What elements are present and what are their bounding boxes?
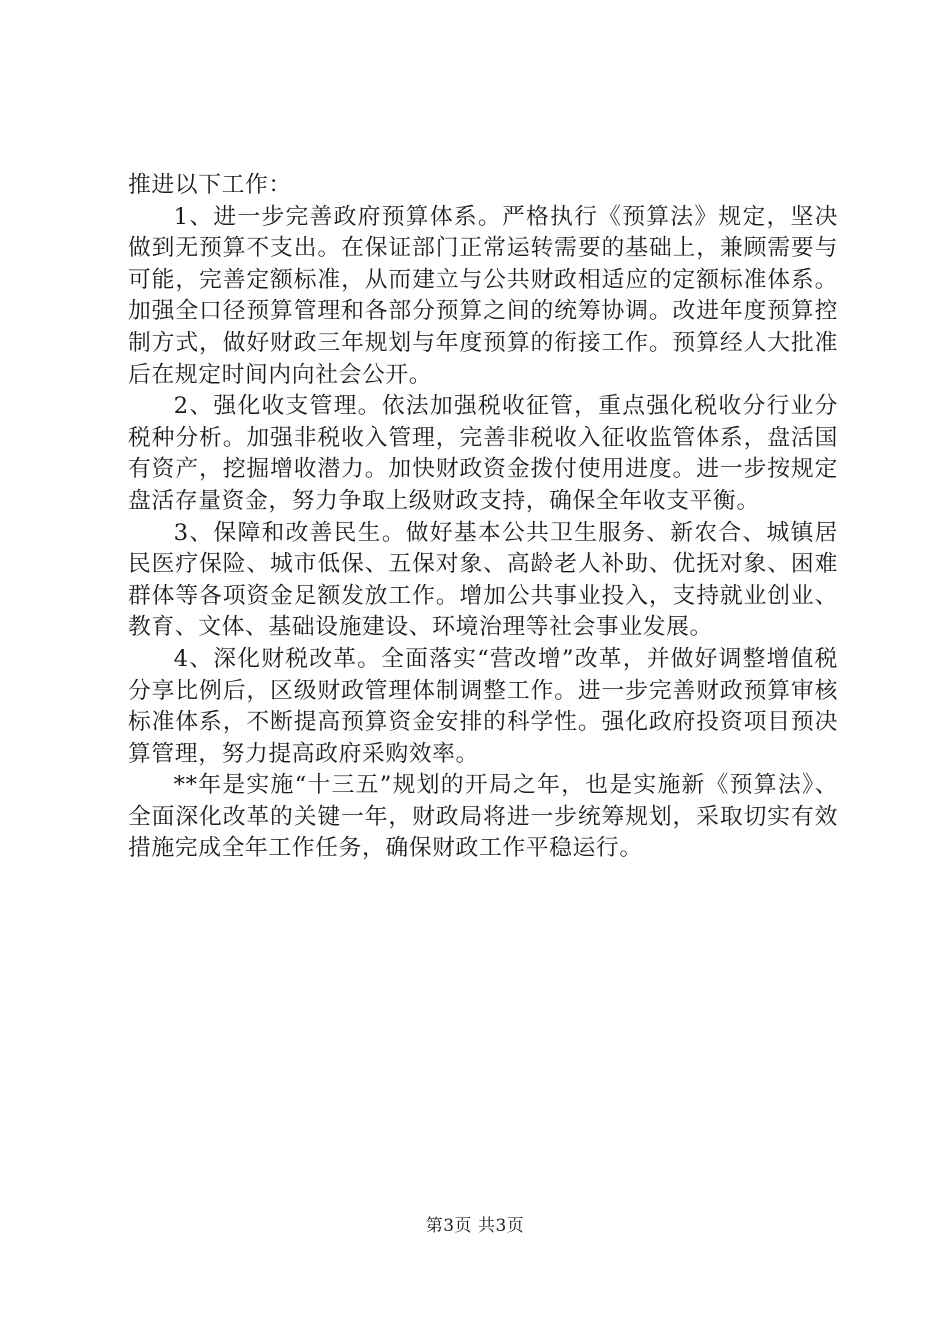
paragraph-conclusion: **年是实施“十三五”规划的开局之年，也是实施新《预算法》、全面深化改革的关键一年，财政局将进一步统筹规划，采取切实有效措施完成全年工作任务，确保财政工作平稳运行。 (128, 772, 838, 862)
paragraph-intro: 推进以下工作： (128, 172, 292, 198)
paragraph-item-2: 2、强化收支管理。依法加强税收征管，重点强化税收分行业分税种分析。加强非税收入管理，完善非税收入征收监管体系，盘活国有资产，挖掘增收潜力。加快财政资金拨付使用进度。进一步按规定盘活存量资金，努力争取上级财政支持，确保全年收支平衡。 (128, 393, 838, 514)
paragraph-item-1: 1、进一步完善政府预算体系。严格执行《预算法》规定，坚决做到无预算不支出。在保证部门正常运转需要的基础上，兼顾需要与可能，完善定额标准，从而建立与公共财政相适应的定额标准体系。加强全口径预算管理和各部分预算之间的统筹协调。改进年度预算控制方式，做好财政三年规划与年度预算的衔接工作。预算经人大批准后在规定时间内向社会公开。 (128, 203, 838, 388)
page-number-footer: 第3页 共3页 (425, 1216, 525, 1236)
paragraph-item-4: 4、深化财税改革。全面落实“营改增”改革，并做好调整增值税分享比例后，区级财政管理体制调整工作。进一步完善财政预算审核标准体系，不断提高预算资金安排的科学性。强化政府投资项目预决算管理，努力提高政府采购效率。 (128, 645, 838, 767)
paragraph-item-3: 3、保障和改善民生。做好基本公共卫生服务、新农合、城镇居民医疗保险、城市低保、五保对象、高龄老人补助、优抚对象、困难群体等各项资金足额发放工作。增加公共事业投入，支持就业创业、教育、文体、基础设施建设、环境治理等社会事业发展。 (128, 519, 838, 641)
document-body (128, 170, 838, 865)
